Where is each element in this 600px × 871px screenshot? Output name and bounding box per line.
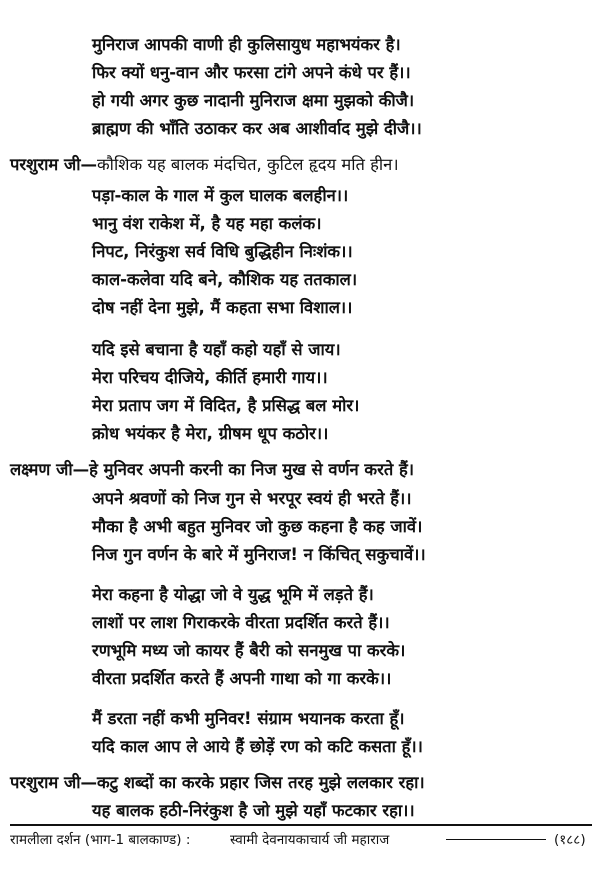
author-name: स्वामी देवनायकाचार्य जी महाराज <box>230 832 390 848</box>
speaker-name: लक्ष्मण जी— <box>10 460 90 479</box>
footer-rule <box>446 839 546 840</box>
speaker-name: परशुराम जी— <box>10 773 97 792</box>
verse-line: रणभूमि मध्य जो कायर हैं बैरी को सनमुख पा करके। <box>92 641 406 660</box>
book-title: रामलीला दर्शन (भाग-1 बालकाण्ड) : <box>10 832 191 848</box>
verse-line: यदि काल आप ले आये हैं छोड़ें रण को कटि कसता हूँ।। <box>92 737 423 756</box>
verse-line: मेरा प्रताप जग में विदित, है प्रसिद्ध बल मोर। <box>92 396 360 415</box>
verse-line: काल-कलेवा यदि बने, कौशिक यह ततकाल। <box>92 270 358 289</box>
dialogue-text: हे मुनिवर अपनी करनी का निज मुख से वर्णन करते हैं। <box>89 460 415 479</box>
dialogue-line <box>10 153 399 177</box>
dialogue-line <box>10 771 425 795</box>
dialogue-line <box>10 458 414 482</box>
dialogue-text: कौशिक यह बालक मंदचित, कुटिल हृदय मति हीन। <box>97 155 399 174</box>
speaker-name: परशुराम जी— <box>10 155 97 174</box>
verse-line: दोष नहीं देना मुझे, मैं कहता सभा विशाल।। <box>92 298 353 317</box>
verse-line: हो गयी अगर कुछ नादानी मुनिराज क्षमा मुझको कीजै। <box>92 91 415 110</box>
verse-line: निपट, निरंकुश सर्व विधि बुद्धिहीन निःशंक।। <box>92 242 353 261</box>
verse-line: मेरा कहना है योद्धा जो वे युद्ध भूमि में लड़ते हैं। <box>92 585 374 604</box>
verse-line: मैं डरता नहीं कभी मुनिवर! संग्राम भयानक करता हूँ। <box>92 709 405 728</box>
verse-line: क्रोध भयंकर है मेरा, ग्रीषम धूप कठोर।। <box>92 424 329 443</box>
dialogue-text: कटु शब्दों का करके प्रहार जिस तरह मुझे ललकार रहा। <box>97 773 425 792</box>
verse-line: मौका है अभी बहुत मुनिवर जो कुछ कहना है कह जावें। <box>92 517 423 536</box>
verse-line: लाशों पर लाश गिराकरके वीरता प्रदर्शित करते हैं।। <box>92 613 390 632</box>
verse-line: यदि इसे बचाना है यहाँ कहो यहाँ से जाय। <box>92 340 341 359</box>
verse-line: भानु वंश राकेश में, है यह महा कलंक। <box>92 214 322 233</box>
verse-line: वीरता प्रदर्शित करते हैं अपनी गाथा को गा करके।। <box>92 669 392 688</box>
verse-line: निज गुन वर्णन के बारे में मुनिराज! न किंचित् सकुचावें।। <box>92 545 426 564</box>
verse-line: मुनिराज आपकी वाणी ही कुलिसायुध महाभयंकर है। <box>92 35 401 54</box>
verse-line: मेरा परिचय दीजिये, कीर्ति हमारी गाय।। <box>92 368 328 387</box>
verse-line: अपने श्रवणों को निज गुन से भरपूर स्वयं ही भरते हैं।। <box>92 489 412 508</box>
page-number: (१८८) <box>554 832 586 848</box>
verse-line: पड़ा-काल के गाल में कुल घालक बलहीन।। <box>92 186 349 205</box>
verse-line: फिर क्यों धनु-वान और फरसा टांगे अपने कंधे पर हैं।। <box>92 63 411 82</box>
verse-line: यह बालक हठी-निरंकुश है जो मुझे यहाँ फटकार रहा।। <box>92 801 415 820</box>
verse-line: ब्राह्मण की भाँति उठाकर कर अब आशीर्वाद मुझे दीजै।। <box>92 119 422 138</box>
page-footer <box>10 824 592 850</box>
